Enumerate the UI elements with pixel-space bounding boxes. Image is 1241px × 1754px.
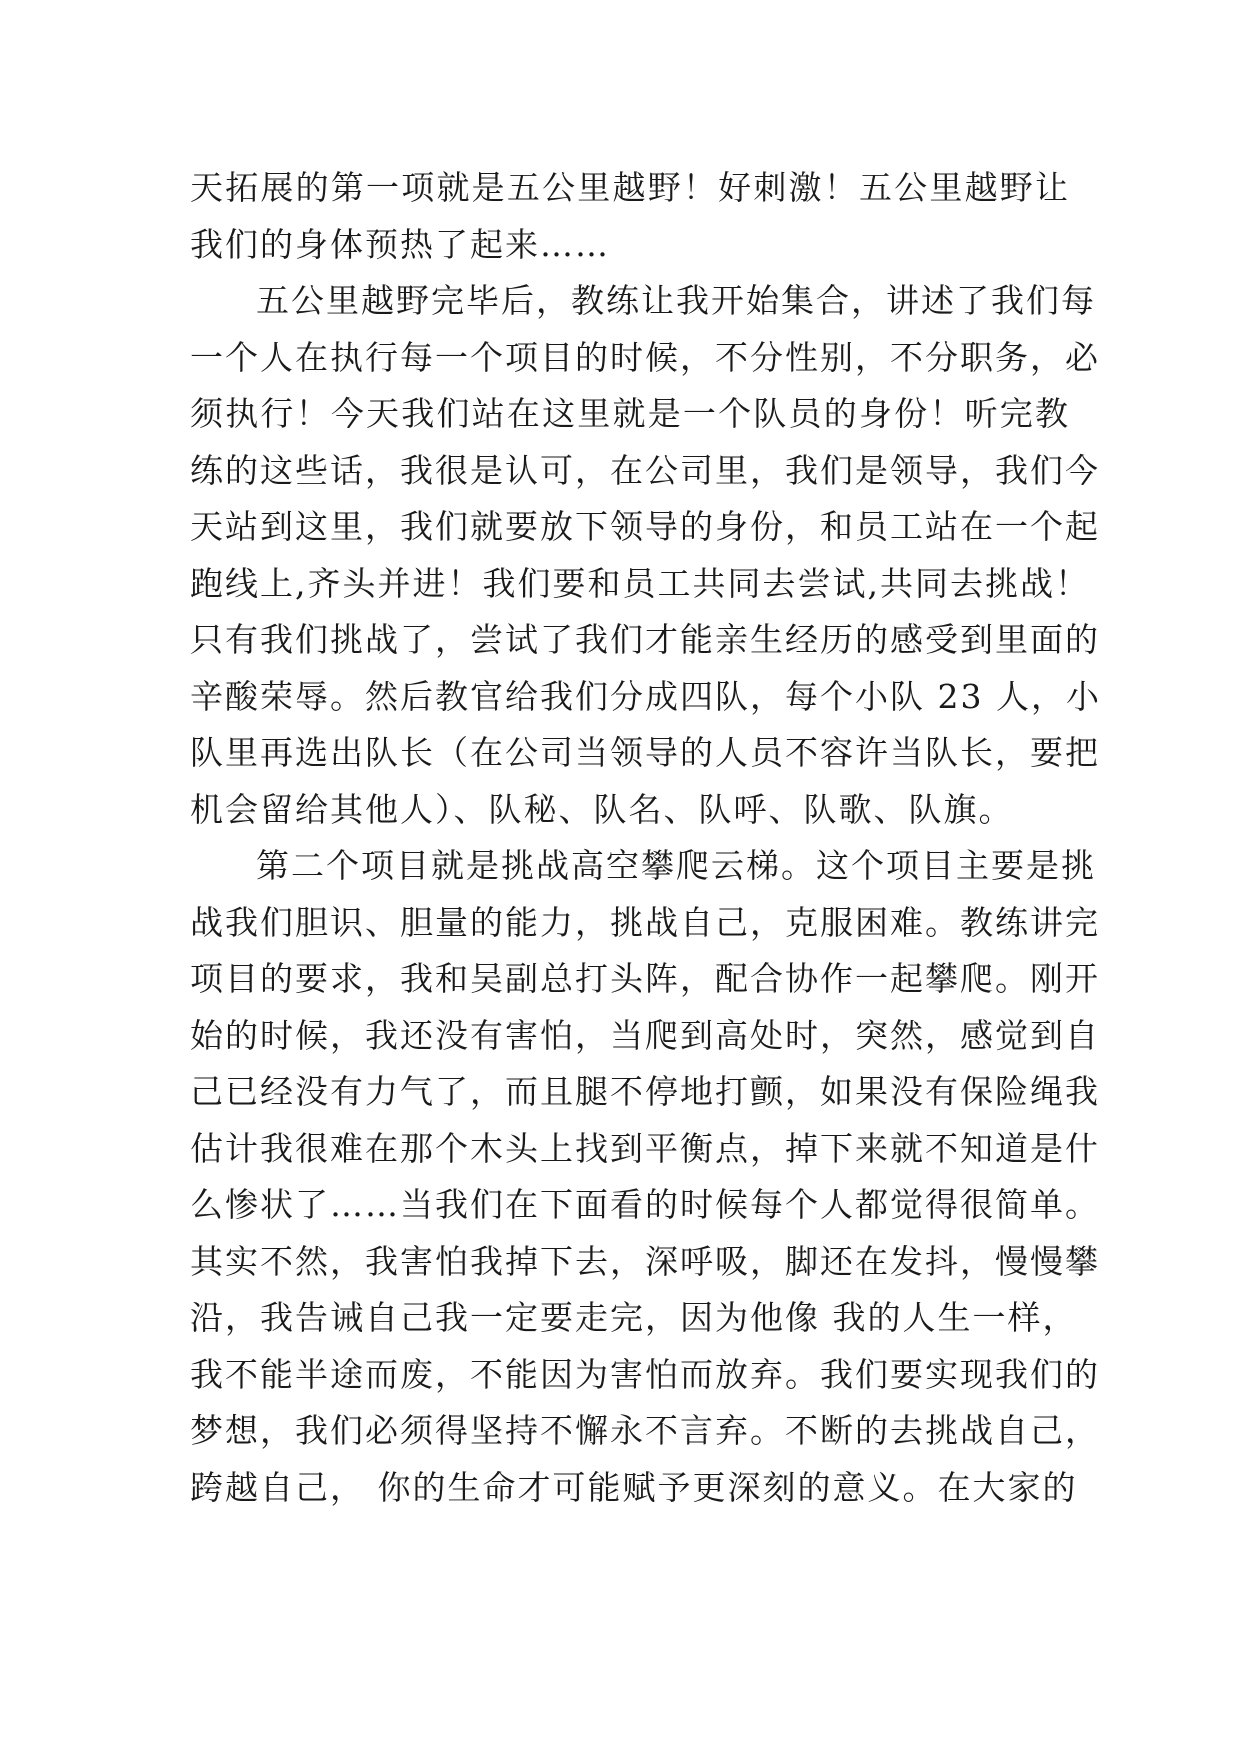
text-line: 我不能半途而废，不能因为害怕而放弃。我们要实现我们的 (190, 1354, 1100, 1394)
paragraph-first-line: 五公里越野完毕后，教练让我开始集合，讲述了我们每 (256, 281, 1096, 320)
text-line: 沿，我告诫自己我一定要走完，因为他像 我的人生一样， (190, 1298, 1078, 1337)
text-line: 估计我很难在那个木头上找到平衡点，掉下来就不知道是什 (190, 1128, 1100, 1168)
body-text (190, 160, 1101, 1516)
text-line: 始的时候，我还没有害怕，当爬到高处时，突然，感觉到自 (190, 1015, 1100, 1055)
text-line: 梦想，我们必须得坚持不懈永不言弃。不断的去挑战自己， (190, 1411, 1100, 1450)
text-line: 练的这些话，我很是认可，在公司里，我们是领导，我们今 (190, 450, 1100, 490)
text-line: 天拓展的第一项就是五公里越野！好刺激！五公里越野让 (190, 168, 1070, 207)
text-line: 须执行！今天我们站在这里就是一个队员的身份！听完教 (190, 394, 1070, 433)
text-line: 战我们胆识、胆量的能力，挑战自己，克服困难。教练讲完 (190, 902, 1100, 942)
text-line: 跨越自己， 你的生命才可能赋予更深刻的意义。在大家的 (190, 1467, 1078, 1507)
text-line: 跑线上,齐头并进！我们要和员工共同去尝试,共同去挑战！ (190, 563, 1090, 603)
text-line: 机会留给其他人）、队秘、队名、队呼、队歌、队旗。 (190, 789, 1014, 829)
text-line: 只有我们挑战了，尝试了我们才能亲生经历的感受到里面的 (190, 620, 1100, 659)
text-line: 其实不然，我害怕我掉下去，深呼吸，脚还在发抖，慢慢攀 (190, 1241, 1100, 1281)
text-line: 天站到这里，我们就要放下领导的身份，和员工站在一个起 (190, 507, 1100, 546)
text-line: 我们的身体预热了起来…… (190, 224, 610, 264)
text-line: 么惨状了……当我们在下面看的时候每个人都觉得很简单。 (190, 1185, 1100, 1224)
text-line: 项目的要求，我和吴副总打头阵，配合协作一起攀爬。刚开 (190, 959, 1100, 998)
text-line: 辛酸荣辱。然后教官给我们分成四队，每个小队 23 人，小 (190, 676, 1101, 716)
text-line: 队里再选出队长（在公司当领导的人员不容许当队长，要把 (190, 733, 1100, 772)
paragraph-first-line: 第二个项目就是挑战高空攀爬云梯。这个项目主要是挑 (256, 846, 1096, 885)
text-line: 一个人在执行每一个项目的时候，不分性别，不分职务，必 (190, 337, 1100, 377)
text-line: 己已经没有力气了，而且腿不停地打颤，如果没有保险绳我 (190, 1072, 1100, 1111)
